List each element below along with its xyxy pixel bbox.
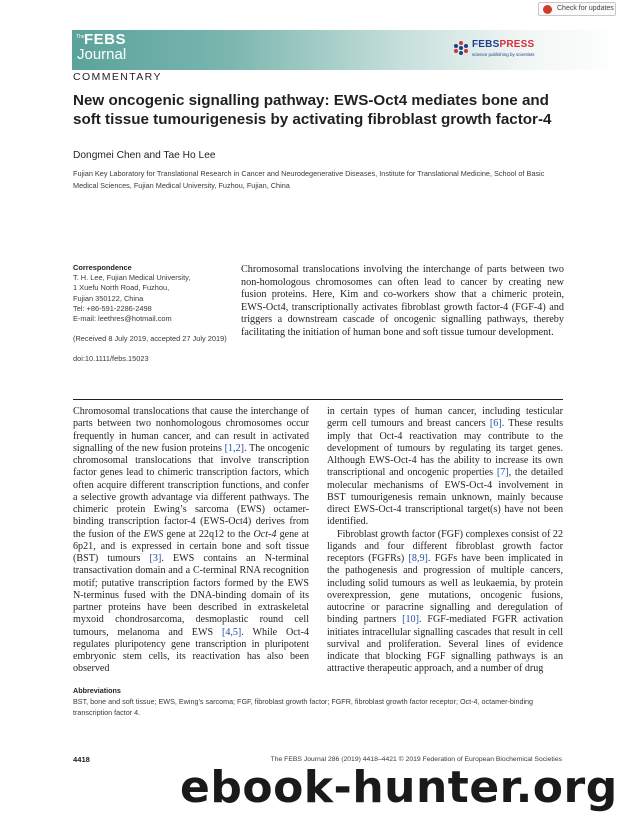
abbreviations-text: BST, bone and soft tissue; EWS, Ewing’s sarcoma; FGF, fibroblast growth factor; FGFR, fibroblast growth factor receptor; Oct-4, octamer-binding transcription factor 4.: [73, 697, 534, 717]
press-press: PRESS: [499, 39, 535, 50]
febs-press-tagline: science publishing by scientists: [472, 52, 535, 57]
correspondence-line: Fujian 350122, China: [73, 293, 144, 303]
correspondence-line: Tel: +86-591-2286-2498: [73, 303, 152, 313]
citation-link[interactable]: [3]: [149, 553, 162, 564]
press-febs: FEBS: [472, 39, 500, 50]
section-divider: [73, 399, 563, 400]
body-paragraph: Chromosomal translocations that cause the interchange of parts between two nonhomologous chromosomes occur frequently in human cancer, and can result in activated signalling of the new fusion proteins [1,2]. The oncogenic chromosomal translocations that involve transcription factor genes lead to chimeric transcription factors, which often acquire different transcription functions, and confer a selective growth advantage via different pathways. The chimeric protein Ewing’s sarcoma (EWS) octamer-binding transcription factor-4 (EWS-Oct4) derives from the fusion of the EWS gene at 22q12 to the Oct-4 gene at 6p21, and is expressed in certain bone and soft tissue (BST) tumours [3]. EWS contains an N-terminal transactivation domain and a C-terminal RNA recognition motif; putative transcription factors formed by the EWS N-terminus fused with the DNA-binding domain of its partner proteins have been described in extraskeletal myxoid chondrosarcoma, desmoplastic round cell tumours, melanoma and EWS [4,5]. While Oct-4 regulates pluripotency gene transcription in pluripotent embryonic stem cells, its reactivation has also been observed: [73, 406, 310, 675]
citation-link[interactable]: [7]: [496, 467, 509, 479]
body-column-right: [327, 406, 563, 676]
check-for-updates-button[interactable]: [538, 2, 616, 16]
febs-press-logo: [452, 38, 562, 64]
article-authors: Dongmei Chen and Tae Ho Lee: [73, 150, 216, 161]
correspondence-sidebar: [73, 263, 233, 365]
abstract: Chromosomal translocations involving the interchange of parts between two non-homologous chromosomes can often lead to cancer by creating new fusion proteins. Here, Kim and co-workers show that a chimeric protein, EWS-Oct4, transcriptionally activates fibroblast growth factor-4 (FGF-4) and triggers a downstream cascade of oncogenic signalling pathways, thereby facilitating the initiation of human bone and soft tissue tumour development.: [241, 264, 564, 338]
correspondence-line: 1 Xuefu North Road, Fuzhou,: [73, 283, 170, 293]
journal-logo-febs: FEBS: [84, 31, 127, 48]
doi-link[interactable]: doi:10.1111/febs.15023: [73, 354, 149, 364]
article-affiliation: Fujian Key Laboratory for Translational Research in Cancer and Neurodegenerative Diseases, Institute for Translational Medicine, School of Basic Medical Sciences, Fujian Medical University, Fuzhou, Fujian, China: [73, 169, 545, 190]
article-title: New oncogenic signalling pathway: EWS-Oct4 mediates bone and soft tissue tumourigenesis by activating fibroblast growth factor-4: [73, 92, 552, 128]
section-label: COMMENTARY: [73, 71, 162, 83]
journal-logo-journal: Journal: [77, 46, 127, 63]
footer-citation: The FEBS Journal 286 (2019) 4418–4421 © 2019 Federation of European Biochemical Societies: [270, 756, 562, 763]
citation-link[interactable]: [4,5]: [221, 626, 242, 638]
correspondence-heading: Correspondence: [73, 263, 132, 272]
check-updates-icon: [543, 5, 552, 14]
citation-link[interactable]: [8,9]: [408, 553, 428, 564]
febs-press-name: [472, 39, 534, 50]
correspondence-email: E-mail: leethres@hotmail.com: [73, 314, 172, 324]
abbreviations-heading: Abbreviations: [73, 686, 121, 695]
febs-press-dots-icon: [452, 40, 470, 58]
received-dates: (Received 8 July 2019, accepted 27 July 2019): [73, 334, 227, 344]
page-number: 4418: [73, 755, 90, 764]
body-column-left: [73, 406, 309, 676]
correspondence-line: T. H. Lee, Fujian Medical University,: [73, 273, 191, 283]
watermark: ebook-hunter.org: [180, 762, 618, 813]
citation-link[interactable]: [10]: [402, 614, 419, 626]
abbreviations-block: [73, 685, 563, 718]
citation-link[interactable]: [6]: [489, 418, 502, 430]
citation-link[interactable]: [1,2]: [224, 442, 244, 454]
journal-logo-the: The: [76, 34, 85, 40]
check-updates-label: Check for updates: [557, 5, 614, 12]
body-paragraph: in certain types of human cancer, including testicular germ cell tumours and breast cancers [6]. These results imply that Oct-4 reactivation may contribute to the development of tumours by regulating its target genes. Although EWS-Oct-4 has the ability to increase its own transcriptional and oncogenic properties [7], the detailed molecular mechanisms of EWS-Oct-4 involvement in BST tumourigenesis remain unknown, mainly because direct EWS-Oct-4 transcriptional target(s) have not been identified.: [327, 406, 564, 528]
body-paragraph: Fibroblast growth factor (FGF) complexes consist of 22 ligands and four different fibroblast growth factor receptors (FGFRs) [8,9]. FGFs have been implicated in the pathogenesis and progression of multiple cancers, including solid tumours as well as leukaemia, by protein overexpression, gene mutations, oncogenic fusions, autocrine or paracrine signalling and deregulation of binding partners [10]. FGF-mediated FGFR activation initiates intracellular signalling cascades that result in cell survival and proliferation. Several lines of evidence indicate that blocking FGF signalling pathways is an attractive therapeutic approach, and a number of drug: [327, 528, 564, 675]
